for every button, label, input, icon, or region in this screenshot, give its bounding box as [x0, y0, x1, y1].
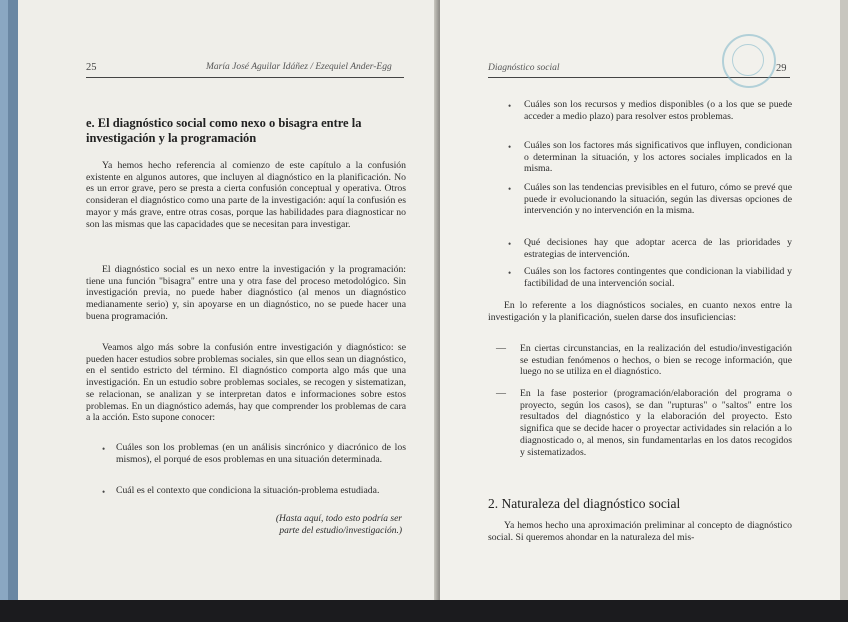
right-final-paragraph: Ya hemos hecho una aproximación preliminar al concepto de diagnóstico social. Si queremos ahondar en la naturaleza del mis- — [488, 520, 792, 543]
right-bullet-marker: • — [508, 184, 512, 194]
left-bullet-marker: • — [102, 444, 106, 454]
library-stamp-inner — [732, 44, 764, 76]
right-dash-item-1: En ciertas circunstancias, en la realización del estudio/investigación se estudian fenómenos o hechos, o bien se recoge información, que luego no se utiliza en el diagnóstico. — [520, 343, 792, 378]
right-bullet-1: Cuáles son los recursos y medios disponibles (o a los que se puede acceder a medio plazo) para resolver estos problemas. — [524, 99, 792, 122]
right-bullet-marker: • — [508, 142, 512, 152]
left-quote: (Hasta aquí, todo esto podría ser parte del estudio/investigación.) — [275, 514, 402, 536]
right-bullet-marker: • — [508, 101, 512, 111]
left-paragraph-2: El diagnóstico social es un nexo entre la investigación y la programación: tiene una función "bisagra" entre una y otra fase del proceso metodológico. Sin investigación previa, no puede haber diagnóstico (al menos un diagnóstico medianamente serio) y, sin apoyarse en un diagnóstico, no se puede hacer una buena programación. — [86, 264, 406, 322]
right-bullet-5: Cuáles son los factores contingentes que condicionan la viabilidad y factibilidad de una intervención social. — [524, 266, 792, 289]
right-paragraph: En lo referente a los diagnósticos sociales, en cuanto nexos entre la investigación y la planificación, suelen darse dos insuficiencias: — [488, 300, 792, 323]
left-page — [18, 0, 438, 604]
right-dash-marker: — — [496, 343, 506, 354]
right-bullet-marker: • — [508, 268, 512, 278]
left-page-number: 25 — [86, 62, 97, 73]
left-bullet-1: Cuáles son los problemas (en un análisis sincrónico y diacrónico de los mismos), el porqué de esos problemas en una situación determinada. — [116, 442, 406, 465]
right-bullet-4: Qué decisiones hay que adoptar acerca de las prioridades y estrategias de intervención. — [524, 237, 792, 260]
right-dash-marker: — — [496, 388, 506, 399]
left-paragraph-3: Veamos algo más sobre la confusión entre investigación y diagnóstico: se pueden hacer estudios sobre problemas sociales, sin que ellos sean un diagnóstico, en el sentido estricto del término. El diagnóstico comporta algo más que una investigación. En un estudio sobre problemas sociales, se recogen y sistematizan, se relacionan, se analizan y se interpretan datos e informaciones sobre estos problemas. En un diagnóstico además, hay que comprender los problemas de cara a la acción. Esto supone conocer: — [86, 342, 406, 424]
scanner-edge-right — [840, 0, 848, 604]
right-bullet-marker: • — [508, 239, 512, 249]
left-bullet-marker: • — [102, 487, 106, 497]
left-header-rule — [86, 77, 404, 78]
right-page-number: 29 — [776, 63, 787, 74]
left-bullet-2: Cuál es el contexto que condiciona la situación-problema estudiada. — [116, 485, 380, 496]
right-bullet-2: Cuáles son los factores más significativos que influyen, condicionan o determinan la situación, y los actores sociales implicados en la misma. — [524, 140, 792, 175]
scanner-bottom-edge — [0, 600, 848, 622]
right-dash-item-2: En la fase posterior (programación/elaboración del programa o proyecto, según los casos), se dan "rupturas" o "saltos" entre los resultados del diagnóstico y la elaboración del proyecto. Esto significa que se decide hacer o proyectar actividades sin relación a lo diagnosticado o, al menos, sin fundamentarlas en los datos recogidos y sistematizados. — [520, 388, 792, 458]
right-bullet-3: Cuáles son las tendencias previsibles en el futuro, cómo se prevé que puede ir evolucionando la situación, según las diversas opciones de intervención y no intervención en la misma. — [524, 182, 792, 217]
left-paragraph-1: Ya hemos hecho referencia al comienzo de este capítulo a la confusión existente en algunos autores, que incluyen al diagnóstico en la planificación. No es un error grave, pero se presta a cierta confusión conceptual y operativa. Otros consideran el diagnóstico como una parte de la investigación: aquí la confusión es mayor y más grave, entre otras cosas, porque las habilidades para diagnosticar no son las mismas que las capacidades que se necesitan para investigar. — [86, 160, 406, 230]
right-page — [440, 0, 840, 604]
right-running-header: Diagnóstico social — [488, 63, 560, 73]
left-running-header: María José Aguilar Idáñez / Ezequiel Ander-Egg — [206, 62, 392, 72]
left-section-title: e. El diagnóstico social como nexo o bisagra entre la investigación y la programación — [86, 116, 362, 145]
right-section-title: 2. Naturaleza del diagnóstico social — [488, 496, 681, 511]
library-stamp — [722, 34, 776, 88]
